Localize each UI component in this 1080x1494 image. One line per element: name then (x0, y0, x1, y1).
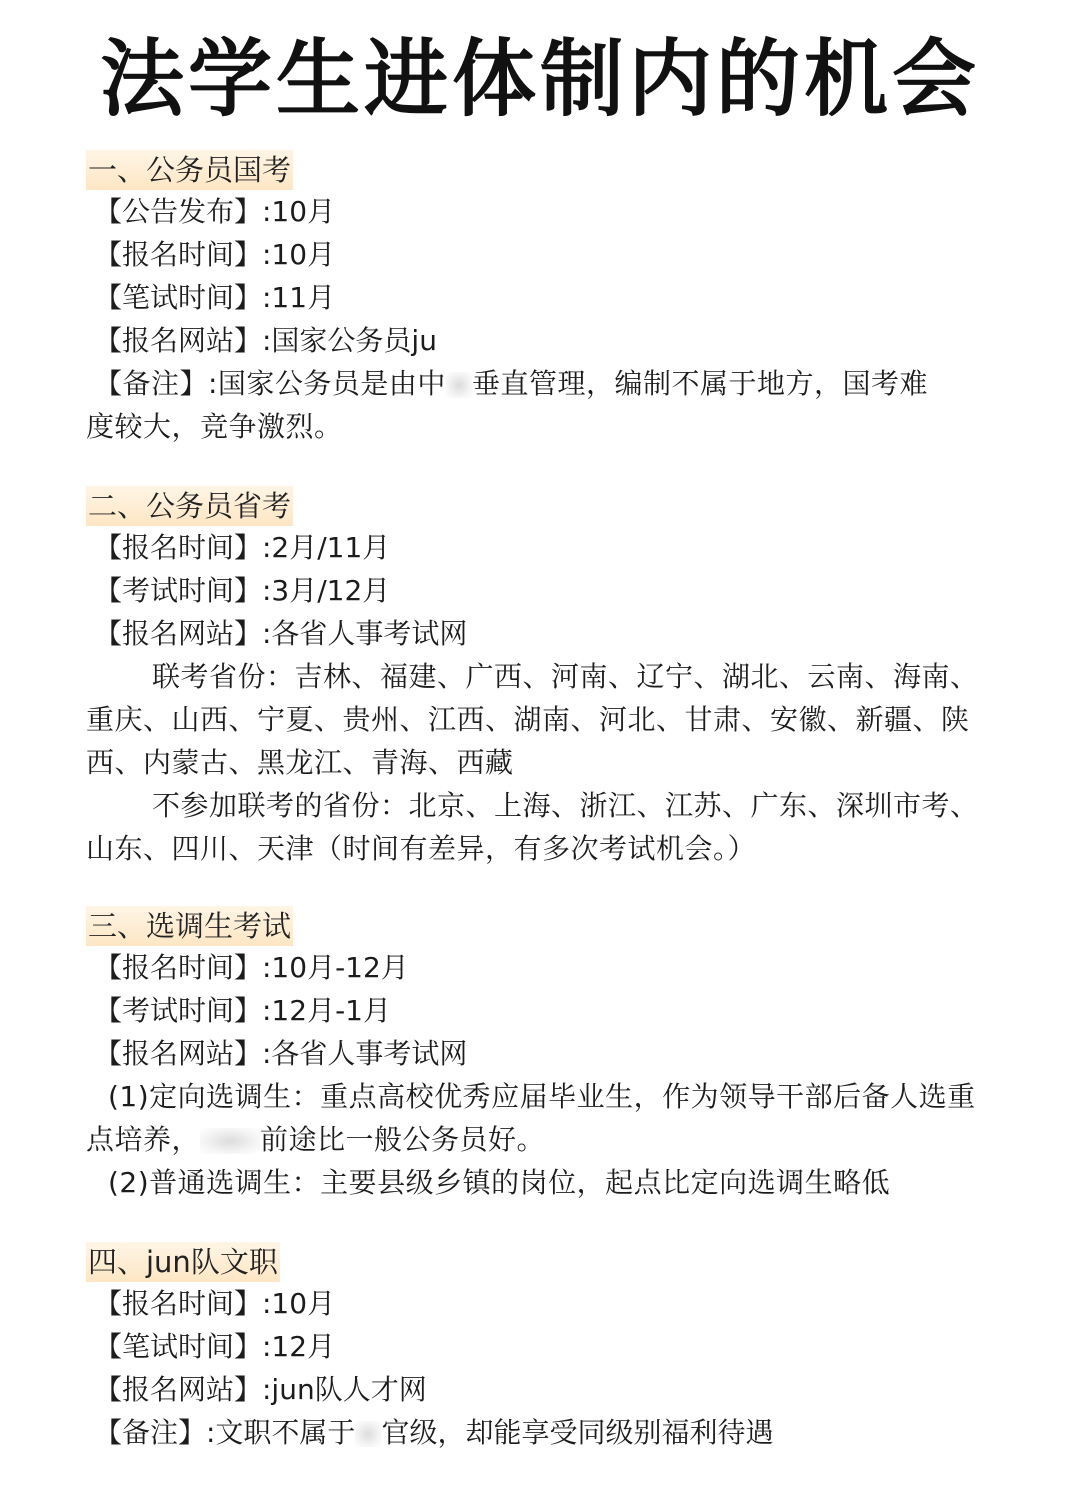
note-part: 【备注】:国家公务员是由中 (94, 367, 446, 400)
info-line: 【报名时间】:10月 (94, 1287, 336, 1320)
info-line: 【报名网站】:各省人事考试网 (94, 617, 468, 650)
note-text (86, 362, 986, 405)
section-heading: 三、选调生考试 (86, 906, 293, 946)
note-part: 【备注】:文职不属于 (94, 1416, 356, 1449)
section-heading: 四、jun队文职 (86, 1242, 280, 1282)
section-military-civilian (86, 1242, 986, 1454)
general-graduates: (2)普通选调生：主要县级乡镇的岗位，起点比定向选调生略低 (108, 1166, 891, 1199)
section-heading: 一、公务员国考 (86, 150, 293, 190)
blurred-text (200, 1128, 260, 1154)
info-line: 【报名网站】:jun队人才网 (94, 1373, 427, 1406)
info-line: 【笔试时间】:11月 (94, 281, 336, 314)
para-part: 前途比一般公务员好。 (260, 1123, 546, 1156)
info-line: 【报名时间】:10月-12月 (94, 951, 409, 984)
para-part: (1)定向选调生：重点高校优秀应届毕业生，作为领导干部后备人选重点培养， (86, 1080, 976, 1156)
info-line: 【报名时间】:10月 (94, 238, 336, 271)
note-part: 官级，却能享受同级别福利待遇 (381, 1416, 774, 1449)
non-joint-provinces: 不参加联考的省份：北京、上海、浙江、江苏、广东、深圳市考、山东、四川、天津（时间有差异，有多次考试机会。） (86, 789, 979, 865)
info-line: 【笔试时间】:12月 (94, 1330, 336, 1363)
info-line: 【报名网站】:国家公务员ju (94, 324, 437, 357)
section-provincial-exam (86, 486, 986, 870)
page-title: 法学生进体制内的机会 (99, 30, 980, 128)
note-text (86, 1411, 986, 1454)
section-heading: 二、公务员省考 (86, 486, 293, 526)
section-selected-graduates (86, 906, 986, 1204)
info-line: 【报名时间】:2月/11月 (94, 531, 391, 564)
blurred-text (446, 372, 472, 398)
blurred-text (355, 1421, 381, 1447)
joint-exam-provinces: 联考省份：吉林、福建、广西、河南、辽宁、湖北、云南、海南、重庆、山西、宁夏、贵州、江西、湖南、河北、甘肃、安徽、新疆、陕西、内蒙古、黑龙江、青海、西藏 (86, 660, 979, 779)
info-line: 【考试时间】:3月/12月 (94, 574, 391, 607)
note-part: 垂直管理，编制不属于地方，国考难 (471, 367, 928, 400)
info-line: 【公告发布】:10月 (94, 195, 336, 228)
info-line: 【考试时间】:12月-1月 (94, 994, 391, 1027)
section-national-exam (86, 150, 986, 448)
info-line: 【报名网站】:各省人事考试网 (94, 1037, 468, 1070)
directed-graduates (86, 1075, 986, 1161)
note-text-cont: 度较大，竞争激烈。 (86, 410, 343, 443)
